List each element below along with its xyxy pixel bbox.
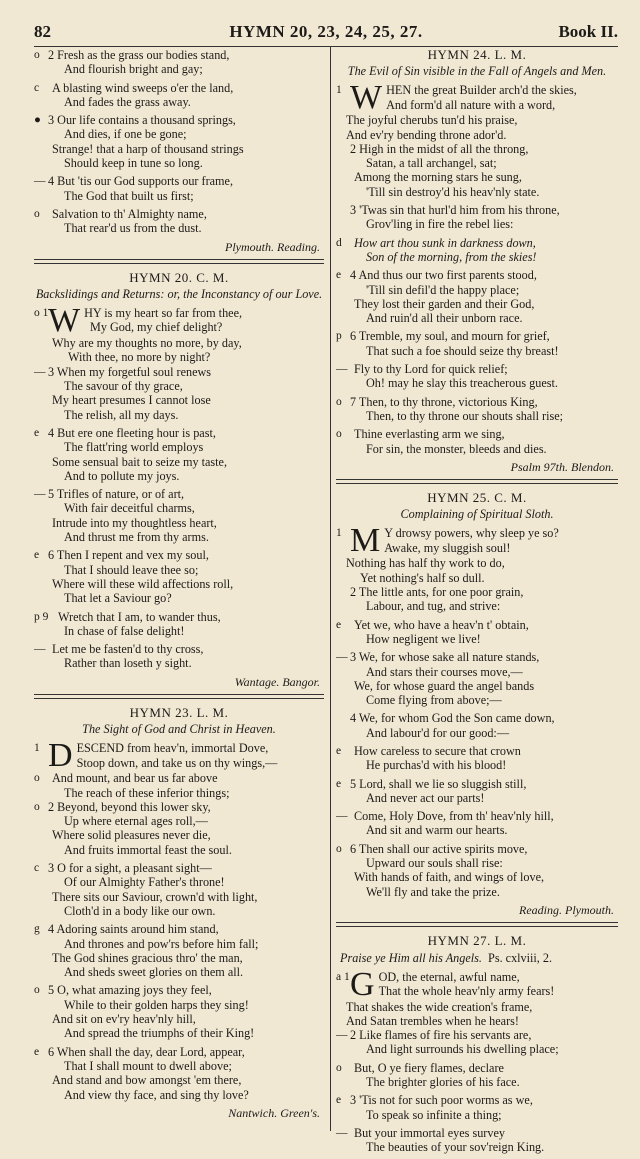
verse-mark: e [34,1045,40,1058]
drop-cap: D [48,741,73,775]
verse-line: That I should leave thee so; [64,562,199,577]
verse-mark: o [336,428,342,441]
verse-line: Where will these wild affections roll, [52,576,234,591]
verse-line: Why are my thoughts no more, by day, [52,336,242,351]
verse-line: The beauties of your sov'reign King. [366,1140,545,1155]
verse-mark: o 1 [34,307,49,320]
verse-line: Grov'ling in fire the rebel lies: [366,217,514,232]
verse-line: Up where eternal ages roll,— [64,814,208,829]
verse-mark: o [34,772,40,785]
verse-line: 6 When shall the day, dear Lord, appear, [48,1044,245,1059]
verse [336,711,618,740]
verse-mark: p 9 [34,610,49,623]
verse-line: 6 Then I repent and vex my soul, [48,548,209,563]
verse-mark: — [336,1126,348,1139]
verse [336,1126,618,1155]
page-number: 82 [34,22,51,41]
verse-line: And sheds sweet glories on them all. [64,965,244,980]
verse-line: How careless to secure that crown [354,743,521,758]
verse-line: And never act our parts! [366,790,485,805]
verse-line: That rear'd us from the dust. [64,221,202,236]
hymn-title: HYMN 24. L. M. [427,47,527,62]
hymn-separator [336,922,618,927]
verse [34,610,324,639]
verse [336,427,618,456]
verse [34,861,324,918]
hymn-title: HYMN 25. C. M. [427,490,527,506]
verse-line: The reach of these inferior things; [64,785,230,800]
verse-line: 7 Then, to thy throne, victorious King, [350,394,538,409]
drop-cap: W [48,306,81,340]
verse-line: 5 O, what amazing joys they feel, [48,983,212,998]
verse-mark: — [336,363,348,376]
verse-line: For sin, the monster, bleeds and dies. [366,441,547,456]
verse-line: We, for whose guard the angel bands [354,678,535,693]
drop-cap: G [350,969,375,1003]
verse [336,650,618,707]
verse-line: 4 Adoring saints around him stand, [48,922,219,937]
page-header [34,22,618,44]
verse-line: The relish, all my days. [64,407,179,422]
verse-line: How art thou sunk in darkness down, [354,235,536,250]
verse [336,268,618,325]
hymn-subtitle: Backslidings and Returns: or, the Inconstancy of our Love. [35,287,323,302]
verse-mark: p [336,330,342,343]
drop-cap: W [350,83,383,117]
verse-line: Come flying from above;— [366,693,502,708]
drop-cap: M [350,526,381,560]
hymn-title: HYMN 23. L. M. [129,704,229,720]
verse-line: And stand and bow amongst 'em there, [52,1073,242,1088]
verse [336,1028,618,1057]
verse-line: Upward our souls shall rise: [366,856,503,871]
verse-line: Come, Holy Dove, from th' heav'nly hill, [354,809,554,824]
verse [336,1093,618,1122]
verse-mark: 1 [336,527,342,540]
previous-hymn-ending [34,48,324,236]
verse-line: And labour'd for our good:— [366,725,510,740]
verse-line: How negligent we live! [366,631,481,646]
verse [34,81,324,110]
verse-line: Then, to thy throne our shouts shall rise; [366,408,564,423]
verse [34,365,324,422]
verse [336,809,618,838]
verse-line: Among the morning stars he sung, [354,170,522,185]
verse-line: 2 Like flames of fire his servants are, [350,1028,532,1043]
verse-mark: — [34,365,46,378]
verse-line: And form'd all nature with a word, [386,97,556,112]
verse-line: Awake, my sluggish soul! [384,540,511,555]
verse-line: The savour of thy grace, [64,379,183,394]
hymn-24 [336,48,618,474]
verse-mark: d [336,236,342,249]
verse-line: They lost their garden and their God, [354,296,535,311]
verse-line: And dies, if one be gone; [64,127,187,142]
left-column [34,48,324,1120]
hymn-subtitle: The Evil of Sin visible in the Fall of Angels and Men. [347,64,607,79]
verse-line: Should keep in tune so long. [64,156,203,171]
verse-line: 4 We, for whom God the Son came down, [350,711,555,726]
verse-line: And ev'ry bending throne ador'd. [346,127,507,142]
verse-line: And flourish bright and gay; [64,62,203,77]
verse-line: A blasting wind sweeps o'er the land, [52,80,234,95]
verse-mark: 1 [34,742,40,755]
hymn-separator [34,694,324,699]
verse-mark: o [34,984,40,997]
verse [34,922,324,979]
verse-line: The flatt'ring world employs [64,440,204,455]
hymn-title: HYMN 27. L. M. [427,933,527,949]
verse-line: With hands of faith, and wings of love, [354,870,545,885]
verse-mark: o [34,207,40,220]
verse-line: ESCEND from heav'n, immortal Dove, [76,741,269,756]
verse-line: That such a foe should seize thy breast! [366,343,559,358]
verse-line: 'Till sin defil'd the happy place; [366,282,520,297]
verse [34,1045,324,1102]
first-verse [336,970,618,1029]
verse [336,777,618,806]
verse [34,487,324,544]
verse-mark: e [336,618,342,631]
verse-line: That let a Saviour go? [64,591,172,606]
verse-line: But, O ye fiery flames, declare [354,1060,504,1075]
verse-line: Some sensual bait to seize my taste, [52,454,227,469]
verse-line: And thrones and pow'rs before him fall; [64,936,259,951]
subtitle-text: Praise ye Him all his Angels. [340,950,482,965]
hymn-subtitle [336,951,618,965]
verse-line: Salvation to th' Almighty name, [52,206,207,221]
verse-line: The God shines gracious thro' the man, [52,950,243,965]
verse-line: 3 Our life contains a thousand springs, [48,113,236,128]
hymn-verses [336,585,618,899]
verse [336,362,618,391]
verse-mark: — [336,651,348,664]
verse [336,1061,618,1090]
verse-mark: a 1 [336,970,350,983]
verse-line: 3 O for a sight, a pleasant sight— [48,861,212,876]
right-column [336,48,618,1159]
verse-line: Fly to thy Lord for quick relief; [354,362,508,377]
verse-line: And fruits immortal feast the soul. [64,842,232,857]
hymn-verses [336,1028,618,1154]
verse-line: Where solid pleasures never die, [52,828,211,843]
first-verse [336,83,618,142]
verse [336,142,618,199]
verse-line: 2 The little ants, for one poor grain, [350,585,524,600]
verse-line: 4 But 'tis our God supports our frame, [48,174,233,189]
hymn-25 [336,491,618,917]
verse-mark: o [336,842,342,855]
verse-line: In chase of false delight! [64,623,185,638]
hymn-separator [34,259,324,264]
verse-line: Satan, a tall archangel, sat; [366,156,497,171]
verse [336,618,618,647]
verse-line: And stars their courses move,— [366,664,523,679]
verse-line: Yet nothing's half so dull. [360,570,485,585]
verse-line: And ruin'd all their unborn race. [366,311,523,326]
verse-line: The God that built us first; [64,188,194,203]
verse [336,236,618,265]
tune-names: Nantwich. Green's. [228,1105,320,1120]
verse-line: 'Till sin destroy'd his heav'nly state. [366,184,540,199]
verse-line: Labour, and tug, and strive: [366,599,501,614]
verse-line: To speak so infinite a thing; [366,1107,502,1122]
verse-line: Wretch that I am, to wander thus, [58,609,221,624]
first-verse [336,526,618,585]
verse [336,744,618,773]
verse-mark: c [34,862,40,875]
tune-names: Reading. Plymouth. [519,902,614,917]
verse-line: Intrude into my thoughtless heart, [52,515,217,530]
verse-line: Y drowsy powers, why sleep ye so? [384,526,559,541]
verse-line: And spread the triumphs of their King! [64,1026,255,1041]
verse-line: 3 When my forgetful soul renews [48,364,212,379]
verse-line: And view thy face, and sing thy love? [64,1087,249,1102]
verse-line: And mount, and bear us far above [52,771,218,786]
verse-line: And fades the grass away. [64,94,191,109]
first-verse [34,306,324,365]
verse-mark: g [34,923,40,936]
verse-mark: e [34,426,40,439]
verse-line: We'll fly and take the prize. [366,884,500,899]
verse [34,207,324,236]
verse-line: But your immortal eyes survey [354,1125,505,1140]
verse [34,642,324,671]
verse-line: Strange! that a harp of thousand strings [52,141,244,156]
verse-line: Stoop down, and take us on thy wings,— [76,755,278,770]
verse-mark: e [336,1094,342,1107]
verse-line: HEN the great Builder arch'd the skies, [386,83,577,98]
verse-line: OD, the eternal, awful name, [378,969,520,984]
hymn-separator [336,479,618,484]
verse-line: And thrust me from thy arms. [64,530,209,545]
verse-mark: c [34,81,40,94]
verse-line: Oh! may he slay this treacherous guest. [366,376,558,391]
verse-line: The brighter glories of his face. [366,1075,520,1090]
verse-line: And to pollute my joys. [64,468,180,483]
psalm-reference: Ps. cxlviii, 2. [488,950,553,965]
verse-line: That the whole heav'nly army fears! [378,983,555,998]
verse-line: Cloth'd in a body like our own. [64,903,216,918]
verse-mark: e [34,549,40,562]
verse-line: 3 'Tis not for such poor worms as we, [350,1093,533,1108]
verse [336,395,618,424]
verse-line: And sit on ev'ry heav'nly hill, [52,1012,196,1027]
verse-line: 2 Beyond, beyond this lower sky, [48,799,211,814]
tune-names: Psalm 97th. Blendon. [510,459,614,474]
verse-mark: — [34,488,46,501]
verse-line: And Satan trembles when he hears! [346,1013,519,1028]
hymn-20 [34,271,324,689]
verse-line: That shakes the wide creation's frame, [346,999,533,1014]
hymn-27 [336,934,618,1154]
verse-line: While to their golden harps they sing! [64,997,249,1012]
verse-line: That I shall mount to dwell above; [64,1058,232,1073]
column-divider [330,46,331,1131]
verse-mark: 1 [336,84,342,97]
verse-line: 5 Trifles of nature, or of art, [48,487,185,502]
verse-line: Son of the morning, from the skies! [366,249,537,264]
first-verse [34,741,324,800]
hymn-subtitle: Complaining of Spiritual Sloth. [400,507,554,522]
verse-line: 6 Then shall our active spirits move, [350,841,528,856]
verse-mark: o [336,395,342,408]
tune-names: Wantage. Bangor. [234,674,320,689]
verse-line: He purchas'd with his blood! [366,758,507,773]
verse-line: Let me be fasten'd to thy cross, [52,642,204,657]
verse-mark: o [34,800,40,813]
verse-line: 4 And thus our two first parents stood, [350,268,537,283]
verse [336,585,618,614]
verse [336,203,618,232]
verse [34,426,324,483]
verse-line: 2 Fresh as the grass our bodies stand, [48,48,230,62]
verse [34,113,324,170]
verse-line: Rather than loseth y sight. [64,656,192,671]
verse [336,329,618,358]
running-title: HYMN 20, 23, 24, 25, 27. [229,22,423,41]
verse-mark: — [34,175,46,188]
verse-line: Of our Almighty Father's throne! [64,875,225,890]
verse-line: Nothing has half thy work to do, [346,556,505,571]
verse-line: 6 Tremble, my soul, and mourn for grief, [350,329,550,344]
verse [336,842,618,899]
verse [34,800,324,857]
verse-mark: e [336,269,342,282]
tune-names: Plymouth. Reading. [225,239,320,254]
hymn-title: HYMN 20. C. M. [129,269,229,285]
verse [34,174,324,203]
verse-mark: o [336,1061,342,1074]
verse-line: 4 But ere one fleeting hour is past, [48,425,216,440]
verse-mark: — [34,643,46,656]
verse-mark: ● [34,114,41,127]
verse-line: With thee, no more by night? [68,350,211,365]
verse-line: My heart presumes I cannot lose [52,393,211,408]
book-label: Book II. [558,22,618,41]
hymn-23 [34,706,324,1120]
verse-line: 3 'Twas sin that hurl'd him from his throne, [350,203,560,218]
verse [34,48,324,77]
verse-mark: o [34,49,40,61]
verse-line: The joyful cherubs tun'd his praise, [346,113,518,128]
verse-line: With fair deceitful charms, [64,501,195,516]
verse-line: 5 Lord, shall we lie so sluggish still, [350,776,527,791]
header-rule [34,46,618,47]
verse-line: There sits our Saviour, crown'd with light, [52,889,258,904]
hymn-verses [34,365,324,671]
verse-line: HY is my heart so far from thee, [84,306,243,321]
verse [34,548,324,605]
verse-mark: — [336,1029,348,1042]
verse-mark: e [336,777,342,790]
verse-line: 2 High in the midst of all the throng, [350,141,529,156]
verse-line: Thine everlasting arm we sing, [354,427,505,442]
hymn-verses [34,800,324,1102]
hymn-subtitle: The Sight of God and Christ in Heaven. [82,722,276,737]
verse-line: 3 We, for whose sake all nature stands, [350,650,540,665]
verse-line: Yet we, who have a heav'n t' obtain, [354,617,529,632]
verse-line: My God, my chief delight? [90,320,223,335]
verse [34,983,324,1040]
hymn-verses [336,142,618,456]
verse-mark: — [336,810,348,823]
verse-line: And sit and warm our hearts. [366,823,508,838]
verse-line: And light surrounds his dwelling place; [366,1042,559,1057]
verse-mark: e [336,744,342,757]
